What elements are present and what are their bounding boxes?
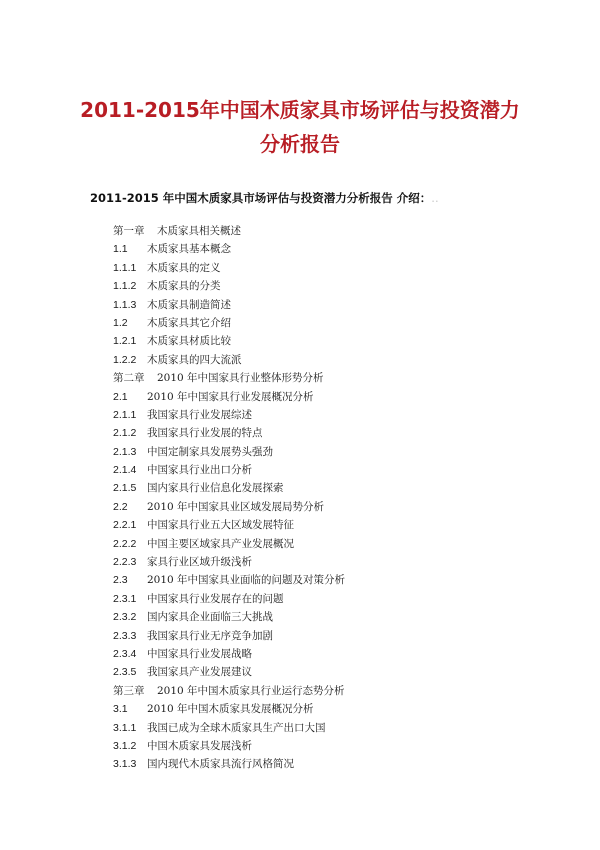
toc-entry <box>113 222 345 240</box>
toc-entry <box>113 388 345 406</box>
toc-entry-number: 2.1.4 <box>113 464 137 477</box>
toc-entry-number: 第三章 <box>113 684 145 697</box>
report-title-line-1: 2011-2015年中国木质家具市场评估与投资潜力 <box>80 98 520 122</box>
toc-entry-text: 中国木质家具发展浅析 <box>147 739 252 752</box>
toc-entry-text: 2010 年中国木质家具行业运行态势分析 <box>157 684 345 697</box>
toc-entry-text: 我国家具行业无序竞争加剧 <box>147 629 273 642</box>
toc-entry-text: 木质家具的定义 <box>147 261 221 274</box>
toc-entry-number: 2.2.3 <box>113 556 137 569</box>
toc-entry-text: 2010 年中国木质家具发展概况分析 <box>147 703 314 716</box>
toc-entry <box>113 406 345 424</box>
toc-entry-text: 木质家具的四大流派 <box>147 353 242 366</box>
toc-entry-text: 木质家具基本概念 <box>147 243 231 256</box>
toc-entry <box>113 663 345 681</box>
toc-entry <box>113 700 345 718</box>
toc-entry-text: 中国家具行业出口分析 <box>147 464 252 477</box>
toc-entry-text: 木质家具制造简述 <box>147 298 231 311</box>
toc-entry-number: 1.1.1 <box>113 261 137 274</box>
toc-entry <box>113 240 345 258</box>
toc-entry-number: 2.2.2 <box>113 537 137 550</box>
report-title-line-2: 分析报告 <box>260 132 340 156</box>
toc-entry-text: 国内家具企业面临三大挑战 <box>147 611 273 624</box>
intro-label: 2011-2015 年中国木质家具市场评估与投资潜力分析报告 介绍： <box>90 191 432 205</box>
toc-entry <box>113 608 345 626</box>
toc-entry-number: 1.1.2 <box>113 280 137 293</box>
toc-entry <box>113 645 345 663</box>
toc-entry-number: 2.1 <box>113 390 128 403</box>
toc-entry-text: 中国定制家具发展势头强劲 <box>147 445 273 458</box>
toc-entry <box>113 516 345 534</box>
toc-entry-text: 木质家具其它介绍 <box>147 316 231 329</box>
toc-entry-text: 木质家具的分类 <box>147 280 221 293</box>
toc-entry-text: 2010 年中国家具业面临的问题及对策分析 <box>147 574 346 587</box>
toc-entry <box>113 332 345 350</box>
toc-entry <box>113 535 345 553</box>
toc-entry-number: 2.3.3 <box>113 629 137 642</box>
toc-entry-number: 2.2 <box>113 500 128 513</box>
toc-entry <box>113 296 345 314</box>
toc-entry <box>113 571 345 589</box>
toc-entry-number: 3.1.2 <box>113 739 137 752</box>
toc-entry <box>113 369 345 387</box>
toc-entry-number: 3.1 <box>113 703 128 716</box>
toc-entry-number: 1.1 <box>113 243 128 256</box>
toc-entry-text: 我国家具产业发展建议 <box>147 666 252 679</box>
toc-entry-number: 第二章 <box>113 372 145 385</box>
toc-entry-number: 2.3.1 <box>113 592 137 605</box>
toc-entry-text: 木质家具相关概述 <box>157 225 241 237</box>
toc-entry-text: 2010 年中国家具业区域发展局势分析 <box>147 500 325 513</box>
toc-entry-number: 1.1.3 <box>113 298 137 311</box>
toc-entry-text: 我国家具行业发展的特点 <box>147 427 263 440</box>
toc-entry-number: 2.2.1 <box>113 519 137 532</box>
toc-entry <box>113 479 345 497</box>
toc-entry <box>113 259 345 277</box>
intro-trailing-dots: .. <box>431 191 439 205</box>
intro-heading <box>90 190 439 206</box>
toc-entry <box>113 424 345 442</box>
toc-entry-text: 中国家具行业发展存在的问题 <box>147 592 284 605</box>
toc-entry-number: 3.1.3 <box>113 758 137 771</box>
toc-entry-text: 2010 年中国家具行业发展概况分析 <box>147 390 314 403</box>
toc-entry-text: 中国家具行业发展战略 <box>147 647 252 660</box>
toc-entry-number: 2.3.5 <box>113 666 137 679</box>
toc-entry-number: 2.1.5 <box>113 482 137 495</box>
toc-entry <box>113 627 345 645</box>
toc-entry-number: 2.1.3 <box>113 445 137 458</box>
toc-entry-text: 我国已成为全球木质家具生产出口大国 <box>147 721 326 734</box>
toc-entry <box>113 277 345 295</box>
toc-entry <box>113 755 345 773</box>
toc-entry-number: 3.1.1 <box>113 721 137 734</box>
toc-entry <box>113 682 345 700</box>
toc-entry-text: 我国家具行业发展综述 <box>147 408 252 421</box>
toc-entry-text: 中国家具行业五大区域发展特征 <box>147 519 294 532</box>
toc-entry <box>113 351 345 369</box>
table-of-contents <box>113 222 345 774</box>
toc-entry-number: 1.2 <box>113 316 128 329</box>
toc-entry <box>113 443 345 461</box>
toc-entry <box>113 461 345 479</box>
toc-entry-number: 2.1.2 <box>113 427 137 440</box>
toc-entry-number: 第一章 <box>113 225 145 237</box>
toc-entry-text: 国内现代木质家具流行风格简况 <box>147 758 294 771</box>
toc-entry <box>113 737 345 755</box>
toc-entry-text: 国内家具行业信息化发展探索 <box>147 482 284 495</box>
toc-entry-text: 家具行业区域升级浅析 <box>147 556 252 569</box>
toc-entry-text: 中国主要区域家具产业发展概况 <box>147 537 294 550</box>
toc-entry-number: 2.3 <box>113 574 128 587</box>
toc-entry <box>113 590 345 608</box>
toc-entry-text: 2010 年中国家具行业整体形势分析 <box>157 372 324 385</box>
toc-entry-number: 2.3.4 <box>113 647 137 660</box>
toc-entry <box>113 314 345 332</box>
toc-entry-number: 2.3.2 <box>113 611 137 624</box>
toc-entry <box>113 498 345 516</box>
toc-entry-text: 木质家具材质比较 <box>147 335 231 348</box>
toc-entry-number: 1.2.2 <box>113 353 137 366</box>
toc-entry <box>113 719 345 737</box>
toc-entry <box>113 553 345 571</box>
toc-entry-number: 2.1.1 <box>113 408 137 421</box>
toc-entry-number: 1.2.1 <box>113 335 137 348</box>
